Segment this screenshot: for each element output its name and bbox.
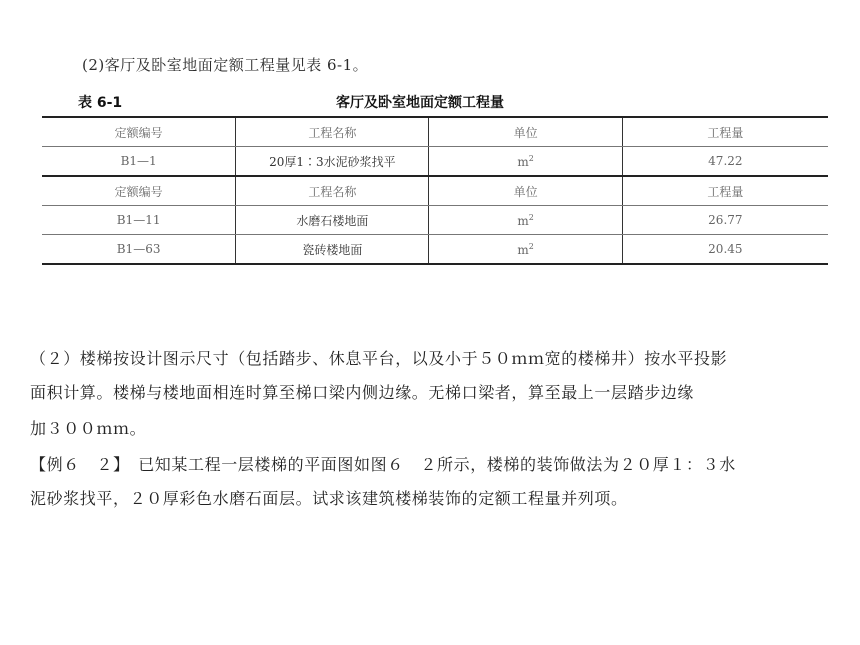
- unit-exponent: 2: [528, 241, 534, 251]
- qty-cell: 47.22: [622, 147, 828, 177]
- header-cell: 工程名称: [236, 117, 429, 147]
- table-subheader-row: [42, 176, 828, 206]
- body-line-2: 面积计算。楼梯与楼地面相连时算至梯口梁内侧边缘。无梯口梁者，算至最上一层踏步边缘: [30, 383, 695, 402]
- intro-text: (2)客厅及卧室地面定额工程量见表 6-1。: [82, 56, 369, 74]
- header-cell: 工程量: [622, 176, 828, 206]
- header-cell: 定额编号: [42, 176, 236, 206]
- table-number: 表 6-1: [78, 95, 123, 111]
- header-cell: 单位: [429, 117, 622, 147]
- unit-text: m: [517, 213, 529, 228]
- quantity-table: [42, 116, 828, 265]
- unit-text: m: [517, 154, 529, 169]
- name-cell: 瓷砖楼地面: [236, 235, 429, 265]
- code-cell: B1—11: [42, 206, 236, 235]
- table-row: [42, 206, 828, 235]
- table-row: [42, 147, 828, 177]
- table-title: 客厅及卧室地面定额工程量: [336, 95, 504, 111]
- qty-cell: 20.45: [622, 235, 828, 265]
- name-cell: 水磨石楼地面: [236, 206, 429, 235]
- example-line-2: 泥砂浆找平，２０厚彩色水磨石面层。试求该建筑楼梯装饰的定额工程量并列项。: [30, 489, 628, 508]
- unit-cell: [429, 147, 622, 177]
- header-cell: 工程名称: [236, 176, 429, 206]
- code-cell: B1—63: [116, 242, 161, 256]
- qty-cell: 26.77: [622, 206, 828, 235]
- unit-cell: [429, 235, 622, 265]
- header-cell: 单位: [429, 176, 622, 206]
- code-cell: B1—1: [42, 147, 236, 177]
- body-line-3: 加３００ｍｍ。: [30, 419, 147, 438]
- example-line-1: 【例６ ２】 已知某工程一层楼梯的平面图如图６ ２所示，楼梯的装饰做法为２０厚１：３水: [30, 455, 736, 474]
- table-header-row: [42, 117, 828, 147]
- unit-text: m: [517, 242, 529, 257]
- body-line-1: （２）楼梯按设计图示尺寸（包括踏步、休息平台，以及小于５０ｍｍ宽的楼梯井）按水平投影: [30, 349, 728, 368]
- unit-exponent: 2: [528, 212, 534, 222]
- header-cell: 定额编号: [42, 117, 236, 147]
- unit-cell: [429, 206, 622, 235]
- table-row: [42, 235, 828, 265]
- unit-exponent: 2: [528, 153, 534, 163]
- header-cell: 工程量: [622, 117, 828, 147]
- name-cell: 20厚1∶3水泥砂浆找平: [236, 147, 429, 177]
